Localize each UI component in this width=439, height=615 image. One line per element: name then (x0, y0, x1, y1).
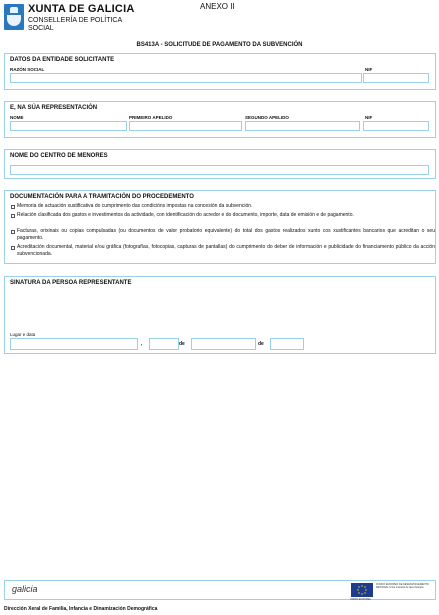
galicia-logo: galicia (12, 584, 38, 594)
place-date-label: Lugar e data (10, 332, 36, 337)
xunta-logo-icon (4, 4, 24, 30)
section-center-title: NOME DO CENTRO DE MENORES (10, 153, 108, 159)
first-name-field[interactable] (10, 121, 127, 131)
first-surname-label: PRIMEIRO APELIDO (129, 115, 173, 120)
section-representative (4, 101, 436, 138)
doc-item-acreditacion: Acreditación documental, material e/ou gráfica (fotografías, fotocopias, capturas de pantallas) do cumprimento do deber de información e publicidade do financiamento público da acción subvencionada. (17, 244, 435, 257)
doc-item-facturas: Facturas, orixinais ou copias compulsadas (ou documentos de valor probatorio equivalente) do total dos gastos realizados xunto cos xustificantes bancarios que acreditan o seu pagamento. (17, 228, 435, 241)
eu-flag-icon (351, 583, 373, 597)
place-field[interactable] (10, 338, 138, 350)
checkbox-relacion[interactable] (11, 214, 15, 218)
doc-item-memoria: Memoria de actuación xustificativa do cumprimento das condicións impostas na concesión da subvención. (17, 203, 253, 209)
nif-field[interactable] (363, 73, 429, 83)
section-documentation-title: DOCUMENTACIÓN PARA A TRAMITACIÓN DO PROCEDEMENTO (10, 194, 194, 200)
first-name-label: NOME (10, 115, 24, 120)
business-name-field[interactable] (10, 73, 362, 83)
month-field[interactable] (191, 338, 256, 350)
comma-separator: , (141, 341, 143, 347)
de-separator-1: de (179, 341, 185, 347)
business-name-label: RAZÓN SOCIAL (10, 67, 45, 72)
section-signature (4, 276, 436, 354)
document-title: BS413A - SOLICITUDE DE PAGAMENTO DA SUBVENCIÓN (136, 42, 303, 48)
section-applicant-entity (4, 53, 436, 90)
brand-name: XUNTA DE GALICIA (28, 3, 135, 15)
section-documentation (4, 190, 436, 264)
department-line-1: CONSELLERÍA DE POLÍTICA (28, 17, 123, 24)
representative-nif-label: NIF (365, 115, 373, 120)
department-line-2: SOCIAL (28, 25, 54, 32)
checkbox-acreditacion[interactable] (11, 246, 15, 250)
de-separator-2: de (258, 341, 264, 347)
representative-nif-field[interactable] (363, 121, 429, 131)
year-field[interactable] (270, 338, 304, 350)
day-field[interactable] (149, 338, 179, 350)
checkbox-memoria[interactable] (11, 205, 15, 209)
eu-label: UNIÓN EUROPEA (350, 598, 371, 601)
annex-label: ANEXO II (200, 2, 235, 11)
checkbox-facturas[interactable] (11, 230, 15, 234)
second-surname-field[interactable] (245, 121, 360, 131)
section-representative-title: E, NA SÚA REPRESENTACIÓN (10, 105, 98, 111)
section-center-name (4, 149, 436, 179)
center-name-field[interactable] (10, 165, 429, 175)
eu-fund-text: FONDO EUROPEO DE DESENVOLVEMENTO REXIONAL Unha maneira de facer Europa (376, 583, 429, 589)
doc-item-relacion: Relación clasificada dos gastos e investimentos da actividade, con identificación do acredor e do documento, importe, data de emisión e de pagamento. (17, 212, 354, 218)
section-applicant-title: DATOS DA ENTIDADE SOLICITANTE (10, 57, 115, 63)
section-signature-title: SINATURA DA PERSOA REPRESENTANTE (10, 280, 132, 286)
first-surname-field[interactable] (129, 121, 242, 131)
footer-department: Dirección Xeral de Familia, Infancia e Dinamización Demográfica (4, 606, 158, 612)
second-surname-label: SEGUNDO APELIDO (245, 115, 289, 120)
nif-label: NIF (365, 67, 373, 72)
